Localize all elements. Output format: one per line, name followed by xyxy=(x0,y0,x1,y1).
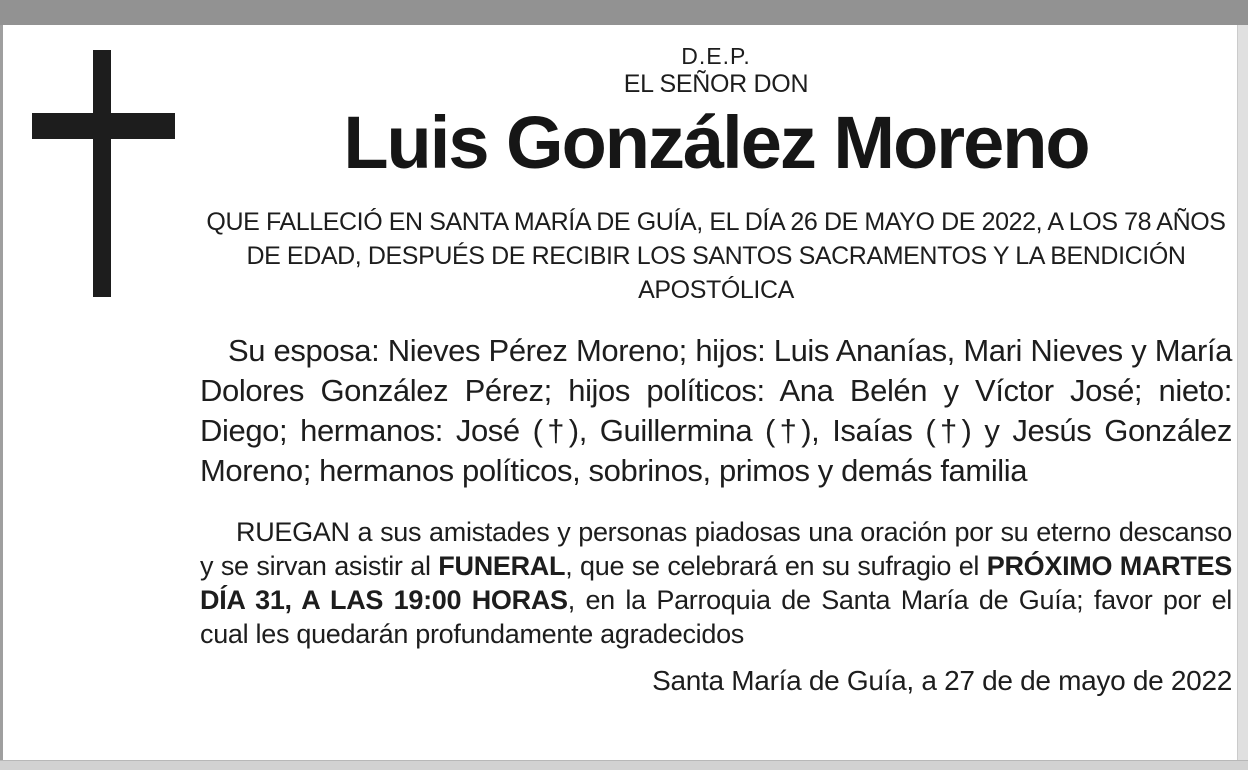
notice-text-column xyxy=(200,43,1232,697)
cross-horizontal-bar xyxy=(32,113,175,139)
request-bold-segment: FUNERAL xyxy=(438,551,566,581)
deceased-name-title: Luis González Moreno xyxy=(343,101,1089,184)
request-segment: , que se celebrará en su sufragio el xyxy=(565,551,987,581)
latin-cross-icon xyxy=(32,50,175,297)
death-statement: QUE FALLECIÓ EN SANTA MARÍA DE GUÍA, EL DÍA 26 DE MAYO DE 2022, A LOS 78 AÑOS DE EDAD, DESPUÉS DE RECIBIR LOS SANTOS SACRAMENTOS Y LA BENDICIÓN APOSTÓLICA xyxy=(206,208,1226,304)
request-bold-segment: PRÓXIMO MARTES DÍA 31, A LAS 19:00 HORAS xyxy=(200,551,1232,615)
right-edge-strip xyxy=(1237,25,1248,770)
request-segment: , en la Parroquia de Santa María de Guía; favor por el cual les quedarán profundamente agradecidos xyxy=(200,585,1232,649)
page-top-bar xyxy=(0,0,1248,25)
family-paragraph: Su esposa: Nieves Pérez Moreno; hijos: Luis Ananías, Mari Nieves y María Dolores González Pérez; hijos políticos: Ana Belén y Víctor José; nieto: Diego; hermanos: José (†), Guillermina (†), Isaías (†) y Jesús González Moreno; hermanos políticos, sobrinos, primos y demás familia xyxy=(200,333,1232,488)
dep-abbreviation: D.E.P. xyxy=(681,43,751,69)
request-segment: RUEGAN a sus amistades y personas piadosas una oración por su eterno descanso y se sirvan asistir al xyxy=(200,517,1232,581)
bottom-edge-strip xyxy=(0,760,1248,770)
place-date-line: Santa María de Guía, a 27 de de mayo de 2022 xyxy=(652,665,1232,696)
funeral-request-paragraph xyxy=(200,515,1232,651)
honorific-line: EL SEÑOR DON xyxy=(623,70,809,98)
left-edge-line xyxy=(0,25,3,770)
cross-vertical-bar xyxy=(93,50,111,297)
